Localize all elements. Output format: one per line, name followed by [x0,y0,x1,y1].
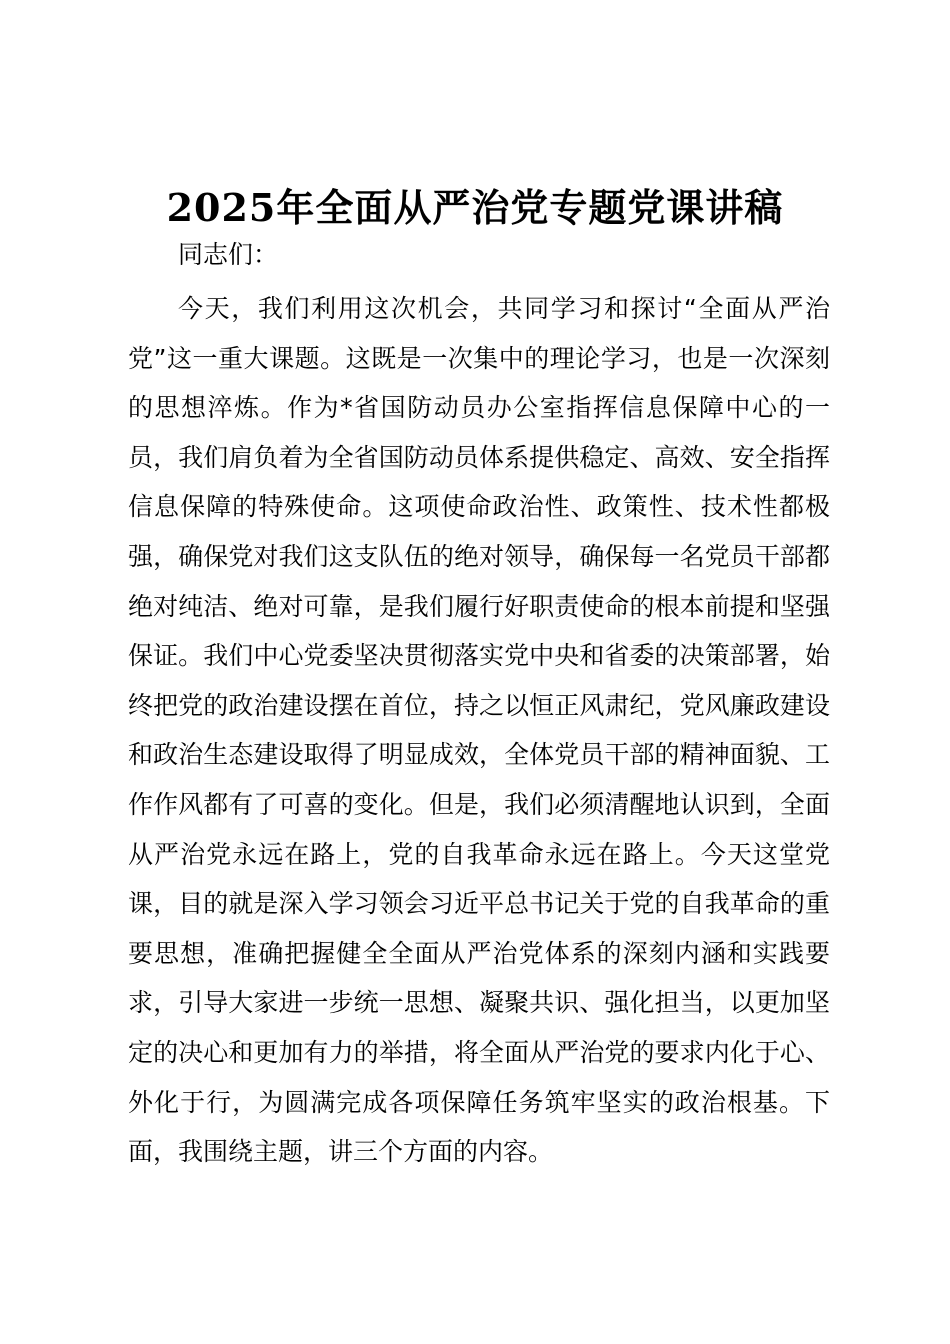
body-paragraph: 今天，我们利用这次机会，共同学习和探讨“全面从严治党”这一重大课题。这既是一次集中的理论学习，也是一次深刻的思想淬炼。作为*省国防动员办公室指挥信息保障中心的一员，我们肩负着为全省国防动员体系提供稳定、高效、安全指挥信息保障的特殊使命。这项使命政治性、政策性、技术性都极强，确保党对我们这支队伍的绝对领导，确保每一名党员干部都绝对纯洁、绝对可靠，是我们履行好职责使命的根本前提和坚强保证。我们中心党委坚决贯彻落实党中央和省委的决策部署，始终把党的政治建设摆在首位，持之以恒正风肃纪，党风廉政建设和政治生态建设取得了明显成效，全体党员干部的精神面貌、工作作风都有了可喜的变化。但是，我们必须清醒地认识到，全面从严治党永远在路上，党的自我革命永远在路上。今天这堂党课，目的就是深入学习领会习近平总书记关于党的自我革命的重要思想，准确把握健全全面从严治党体系的深刻内涵和实践要求，引导大家进一步统一思想、凝聚共识、强化担当，以更加坚定的决心和更加有力的举措，将全面从严治党的要求内化于心、外化于行，为圆满完成各项保障任务筑牢坚实的政治根基。下面，我围绕主题，讲三个方面的内容。 [128,294,830,1167]
salutation: 同志们： [178,240,279,269]
document-title: 2025年全面从严治党专题党课讲稿 [166,185,784,230]
